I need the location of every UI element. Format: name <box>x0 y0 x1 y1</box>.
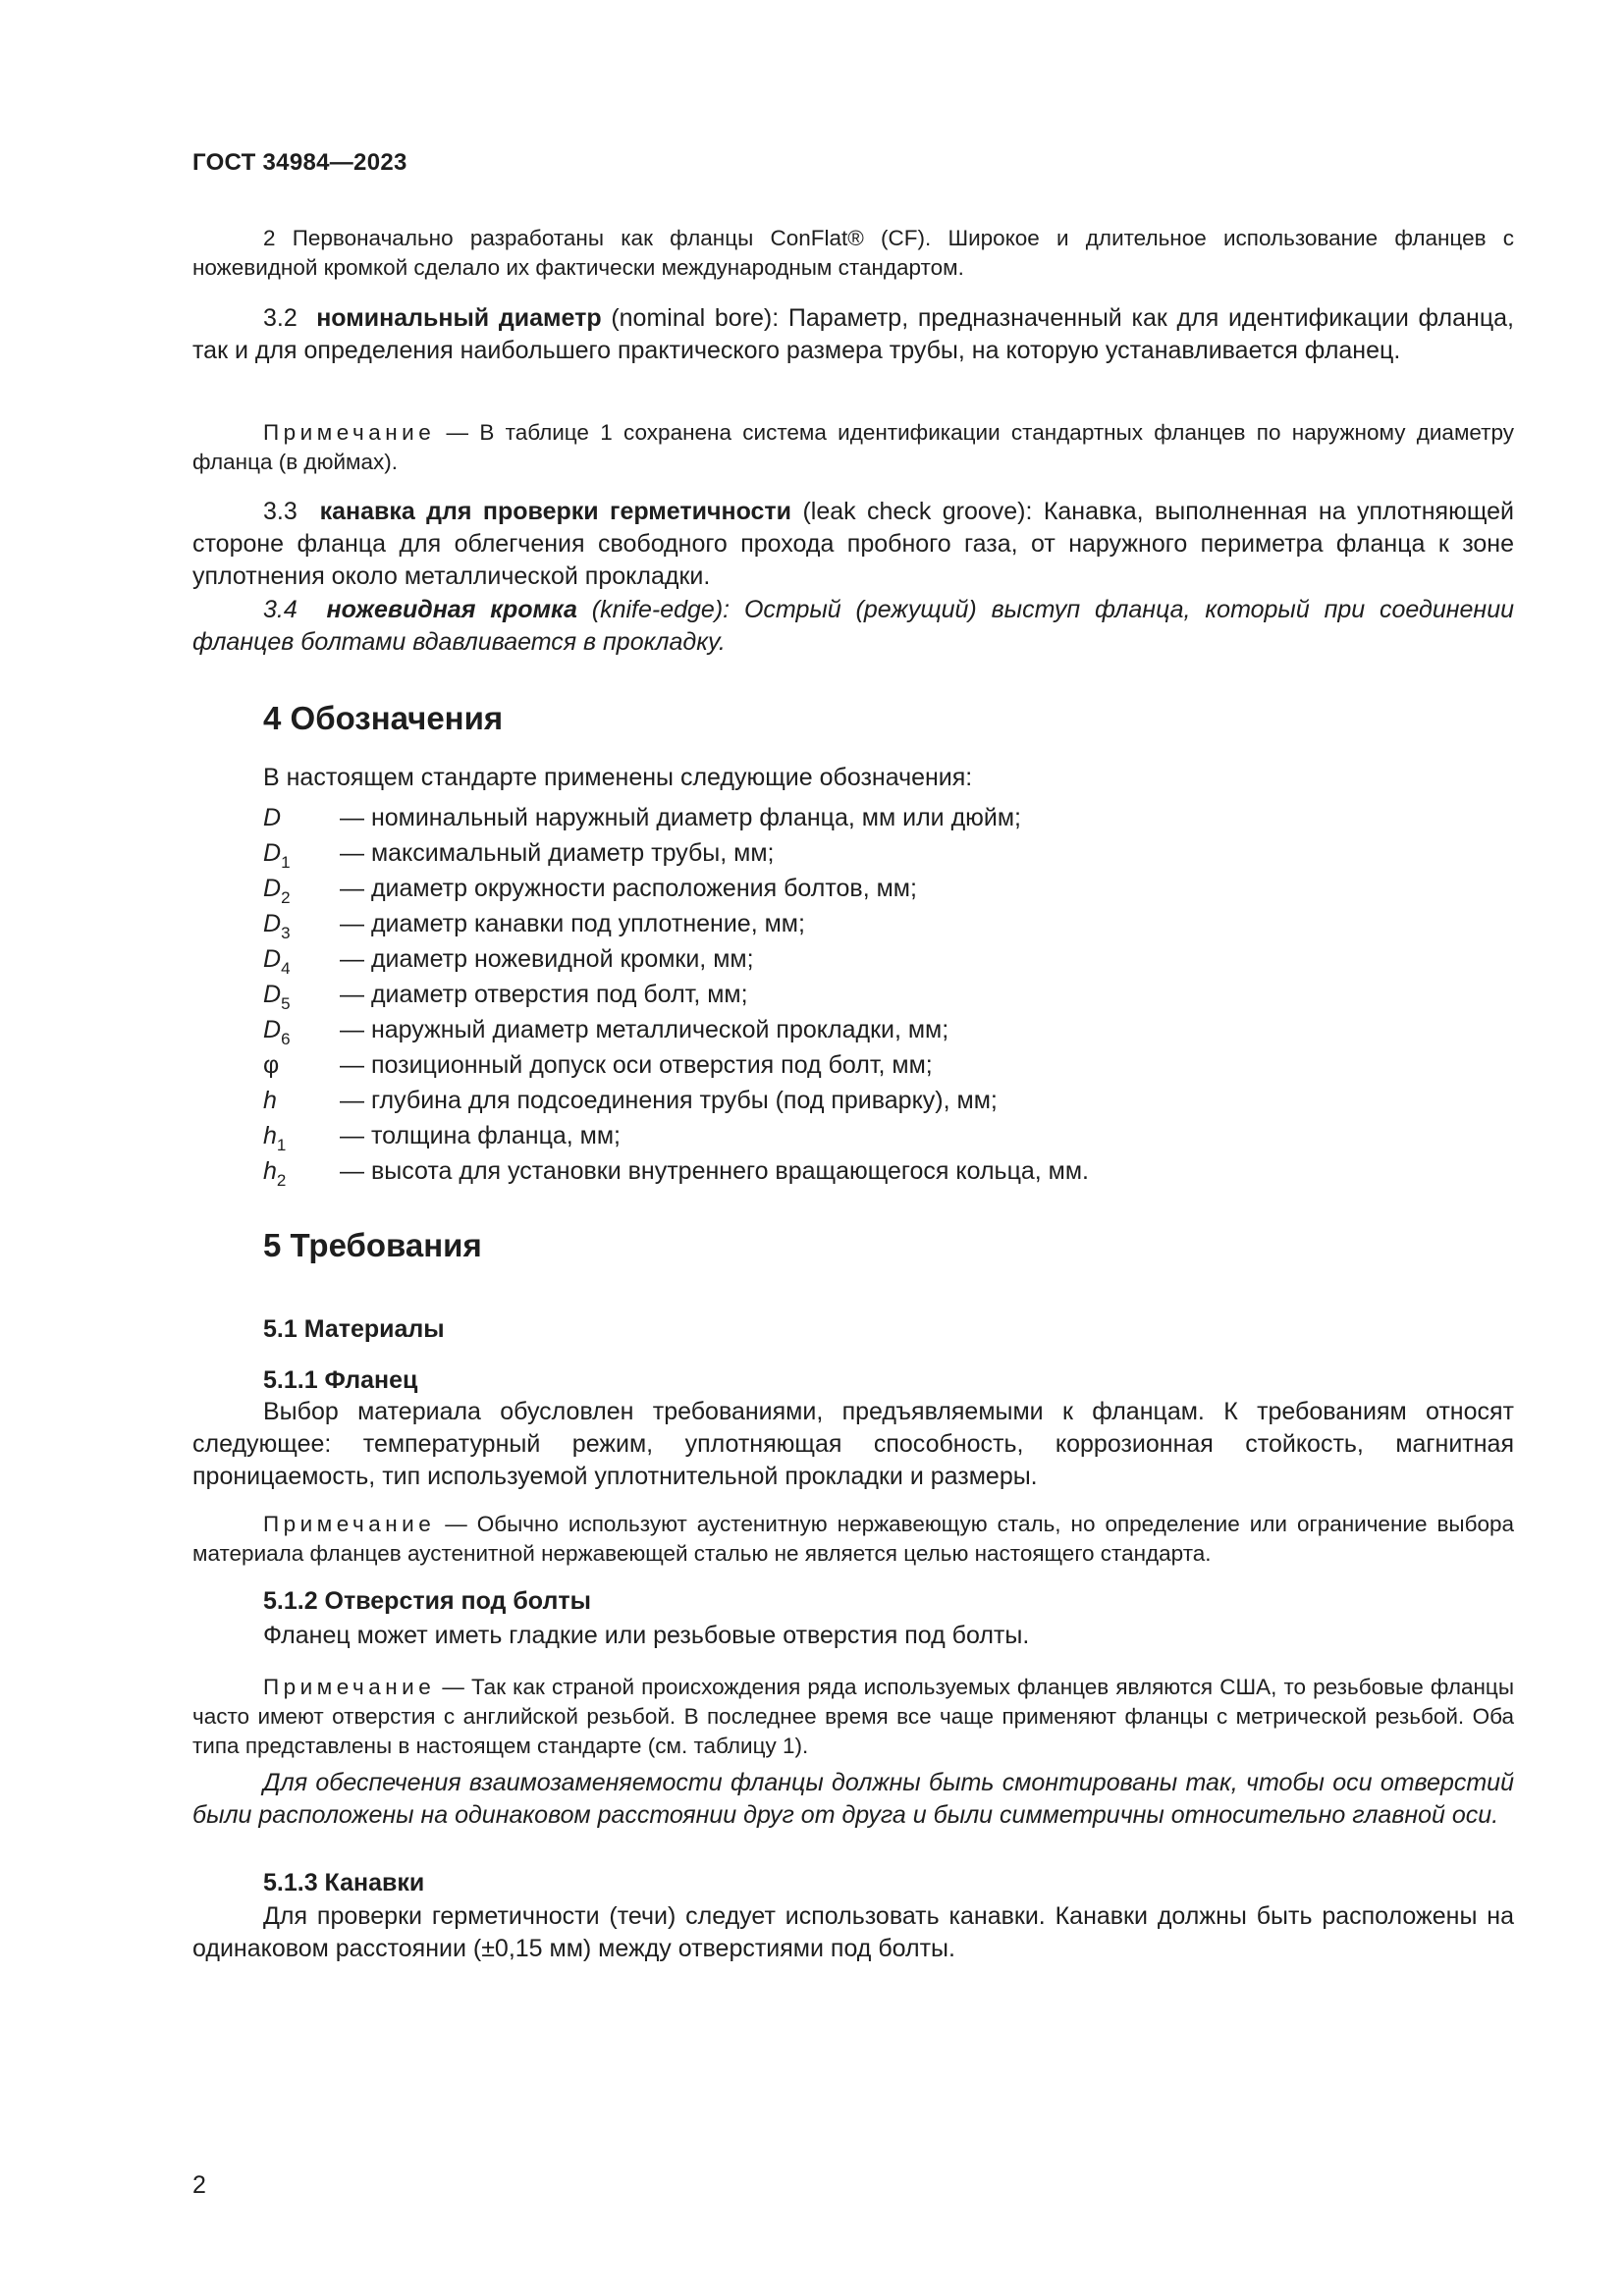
term-name: номинальный диаметр <box>316 304 602 332</box>
note-text: — В таблице 1 сохранена система идентификации стандартных фланцев по наружному диаметру фланца (в дюймах). <box>192 420 1514 474</box>
note-text: — Так как страной происхождения ряда используемых фланцев являются США, то резьбовые фланцы часто имеют отверстия с английской резьбой. В последнее время все чаще применяют фланцы с метрической резьбой. Оба типа представлены в настоящем стандарте (см. таблицу 1). <box>192 1675 1514 1758</box>
paragraph-5-1-2: Фланец может иметь гладкие или резьбовые отверстия под болты. <box>263 1622 1030 1649</box>
note-label: Примечание <box>263 420 436 445</box>
term-definition: (knife-edge): Острый (режущий) выступ фланца, который при соединении фланцев болтами вдавливается в прокладку. <box>192 596 1514 656</box>
symbol-description: — высота для установки внутреннего вращающегося кольца, мм. <box>340 1157 1090 1185</box>
section-5-heading: 5 Требования <box>263 1227 482 1263</box>
symbol-row <box>263 835 1441 871</box>
term-name: канавка для проверки герметичности <box>319 498 792 525</box>
symbol-description: — диаметр канавки под уплотнение, мм; <box>340 910 805 937</box>
term-number: 3.2 <box>263 304 298 332</box>
term-number: 3.3 <box>263 498 298 525</box>
symbol: φ <box>263 1051 280 1079</box>
symbol-description: — диаметр отверстия под болт, мм; <box>340 981 748 1008</box>
symbol: $D_1$ <box>263 839 291 872</box>
symbols-intro: В настоящем стандарте применены следующие обозначения: <box>263 764 973 791</box>
symbol: D <box>263 804 282 831</box>
symbol-row <box>263 1047 1441 1083</box>
subsection-5-1-3-heading: 5.1.3 Канавки <box>263 1869 425 1896</box>
note-3-2-paragraph <box>192 418 1514 477</box>
symbol: $D_3$ <box>263 910 291 942</box>
paragraph-5-1-1: Выбор материала обусловлен требованиями, предъявляемыми к фланцам. К требованиям относят следующее: температурный режим, уплотняющая способность, коррозионная стойкость, магнитная проницаемость, тип используемой уплотнительной прокладки и размеры. <box>192 1398 1514 1490</box>
term-name: ножевидная кромка <box>326 596 577 623</box>
symbol-row <box>263 1118 1441 1153</box>
symbol-description: — номинальный наружный диаметр фланца, мм или дюйм; <box>340 804 1022 831</box>
term-definition: (nominal bore): Параметр, предназначенный как для идентификации фланца, так и для определения наибольшего практического размера трубы, на которую устанавливается фланец. <box>192 304 1514 364</box>
subsection-5-1-2-heading: 5.1.2 Отверстия под болты <box>263 1587 591 1615</box>
symbol-row <box>263 871 1441 906</box>
symbol-row <box>263 1083 1441 1118</box>
symbol: $D_4$ <box>263 945 291 978</box>
symbol-row <box>263 906 1441 941</box>
symbol-description: — максимальный диаметр трубы, мм; <box>340 839 775 867</box>
symbol: $h_1$ <box>263 1122 287 1154</box>
note-label: Примечание <box>263 1512 436 1536</box>
symbol: $h_2$ <box>263 1157 287 1190</box>
note-5-1-1-paragraph <box>192 1510 1514 1569</box>
symbol-row <box>263 977 1441 1012</box>
note-label: Примечание <box>263 1675 436 1699</box>
symbol-description: — позиционный допуск оси отверстия под болт, мм; <box>340 1051 933 1079</box>
term-3-4-paragraph <box>192 594 1514 659</box>
symbol-row <box>263 941 1441 977</box>
symbol-description: — наружный диаметр металлической прокладки, мм; <box>340 1016 949 1043</box>
symbol-row <box>263 1153 1441 1189</box>
document-code-header: ГОСТ 34984—2023 <box>192 149 407 176</box>
term-3-3-paragraph <box>192 496 1514 593</box>
term-definition: (leak check groove): Канавка, выполненная на уплотняющей стороне фланца для облегчения свободного прохода пробного газа, от наружного периметра фланца к зоне уплотнения около металлической прокладки. <box>192 498 1514 590</box>
page-number: 2 <box>192 2171 206 2199</box>
symbol: h <box>263 1087 277 1114</box>
symbol-row <box>263 800 1441 835</box>
symbol: $D_5$ <box>263 981 291 1013</box>
symbol-description: — диаметр ножевидной кромки, мм; <box>340 945 754 973</box>
symbol-row <box>263 1012 1441 1047</box>
note-5-1-2-paragraph <box>192 1673 1514 1761</box>
symbols-list <box>263 800 1441 1189</box>
paragraph-5-1-2-italic: Для обеспечения взаимозаменяемости фланцы должны быть смонтированы так, чтобы оси отверстий были расположены на одинаковом расстоянии друг от друга и были симметричны относительно главной оси. <box>192 1769 1514 1829</box>
term-3-2-paragraph <box>192 302 1514 367</box>
symbol-description: — диаметр окружности расположения болтов, мм; <box>340 875 917 902</box>
symbol-description: — глубина для подсоединения трубы (под приварку), мм; <box>340 1087 998 1114</box>
symbol-description: — толщина фланца, мм; <box>340 1122 621 1149</box>
section-4-heading: 4 Обозначения <box>263 700 504 736</box>
subsection-5-1-heading: 5.1 Материалы <box>263 1315 445 1343</box>
term-number: 3.4 <box>263 596 298 623</box>
note-2-paragraph: 2 Первоначально разработаны как фланцы ConFlat® (CF). Широкое и длительное использование фланцев с ножевидной кромкой сделало их фактически международным стандартом. <box>192 226 1514 280</box>
paragraph-5-1-3: Для проверки герметичности (течи) следует использовать канавки. Канавки должны быть расположены на одинаковом расстоянии (±0,15 мм) между отверстиями под болты. <box>192 1902 1514 1962</box>
symbol: $D_2$ <box>263 875 291 907</box>
symbol: $D_6$ <box>263 1016 291 1048</box>
note-text: — Обычно используют аустенитную нержавеющую сталь, но определение или ограничение выбора материала фланцев аустенитной нержавеющей сталью не является целью настоящего стандарта. <box>192 1512 1514 1566</box>
subsection-5-1-1-heading: 5.1.1 Фланец <box>263 1366 418 1394</box>
